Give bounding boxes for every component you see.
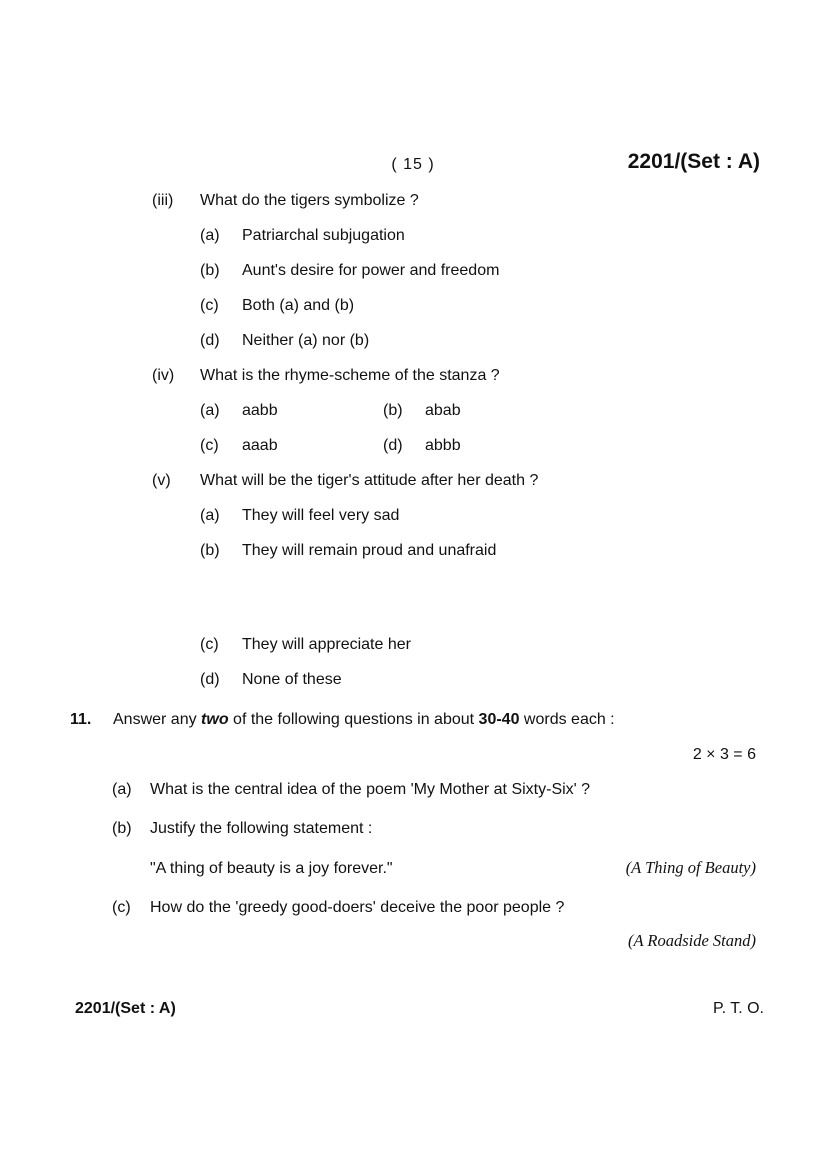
option-label: (b) [200, 542, 220, 559]
option-label: (c) [200, 437, 219, 454]
option-label: (d) [200, 332, 220, 349]
option-row [0, 669, 826, 691]
question-text-emphasis: two [201, 711, 229, 728]
question-text: What is the rhyme-scheme of the stanza ? [200, 367, 500, 384]
option-text: aabb [242, 402, 278, 419]
sub-question-text: Justify the following statement : [150, 820, 373, 837]
sub-question-c [0, 897, 826, 919]
pto-label: P. T. O. [713, 1000, 764, 1017]
sub-question-label: (a) [112, 781, 132, 798]
option-row [0, 260, 826, 282]
question-text-bold: 30-40 [478, 711, 520, 728]
poem-source: (A Thing of Beauty) [625, 858, 756, 877]
quote-text: "A thing of beauty is a joy forever." [150, 860, 393, 877]
option-label: (d) [200, 671, 220, 688]
question-iii [0, 190, 826, 212]
option-text: Aunt's desire for power and freedom [242, 262, 500, 279]
option-text: Both (a) and (b) [242, 297, 355, 314]
option-row [0, 330, 826, 352]
sub-question-text: How do the 'greedy good-doers' deceive the poor people ? [150, 899, 565, 916]
option-label: (a) [200, 227, 220, 244]
sub-question-text: What is the central idea of the poem 'My Mother at Sixty-Six' ? [150, 781, 591, 798]
paper-code: 2201/(Set : A) [627, 150, 760, 173]
option-label: (b) [200, 262, 220, 279]
question-text-part: words each : [519, 711, 615, 728]
page-footer [75, 1000, 764, 1018]
option-text: abab [425, 402, 461, 419]
option-label: (a) [200, 402, 220, 419]
sub-question-a [0, 779, 826, 801]
option-row [0, 505, 826, 527]
question-number: (v) [152, 472, 171, 489]
option-text: abbb [425, 437, 461, 454]
option-text: They will appreciate her [242, 636, 411, 653]
question-text: What will be the tiger's attitude after her death ? [200, 472, 539, 489]
paper-code-footer: 2201/(Set : A) [75, 1000, 176, 1017]
marks: 2 × 3 = 6 [692, 746, 756, 763]
question-11 [0, 709, 826, 731]
option-text: Patriarchal subjugation [242, 227, 405, 244]
option-label: (a) [200, 507, 220, 524]
option-row [0, 540, 826, 562]
option-row [0, 634, 826, 656]
question-v [0, 470, 826, 492]
option-label: (d) [383, 437, 403, 454]
option-text: They will remain proud and unafraid [242, 542, 497, 559]
question-number: 11. [70, 711, 92, 728]
question-number: (iii) [152, 192, 174, 209]
question-text: What do the tigers symbolize ? [200, 192, 419, 209]
sub-question-label: (b) [112, 820, 132, 837]
option-row [0, 400, 826, 422]
option-text: They will feel very sad [242, 507, 400, 524]
option-row [0, 435, 826, 457]
option-row [0, 225, 826, 247]
question-text-part: Answer any [113, 711, 202, 728]
question-iv [0, 365, 826, 387]
sub-question-label: (c) [112, 899, 131, 916]
option-row [0, 295, 826, 317]
sub-question-b [0, 818, 826, 840]
question-number: (iv) [152, 367, 175, 384]
page-number: ( 15 ) [391, 156, 435, 173]
page-header [0, 150, 826, 190]
poem-source: (A Roadside Stand) [627, 931, 756, 950]
option-text: Neither (a) nor (b) [242, 332, 370, 349]
question-text-part: of the following questions in about [228, 711, 479, 728]
option-text: aaab [242, 437, 278, 454]
option-label: (c) [200, 297, 219, 314]
quote-line [150, 857, 826, 880]
option-text: None of these [242, 671, 342, 688]
option-label: (b) [383, 402, 403, 419]
option-label: (c) [200, 636, 219, 653]
question-text [113, 709, 615, 731]
